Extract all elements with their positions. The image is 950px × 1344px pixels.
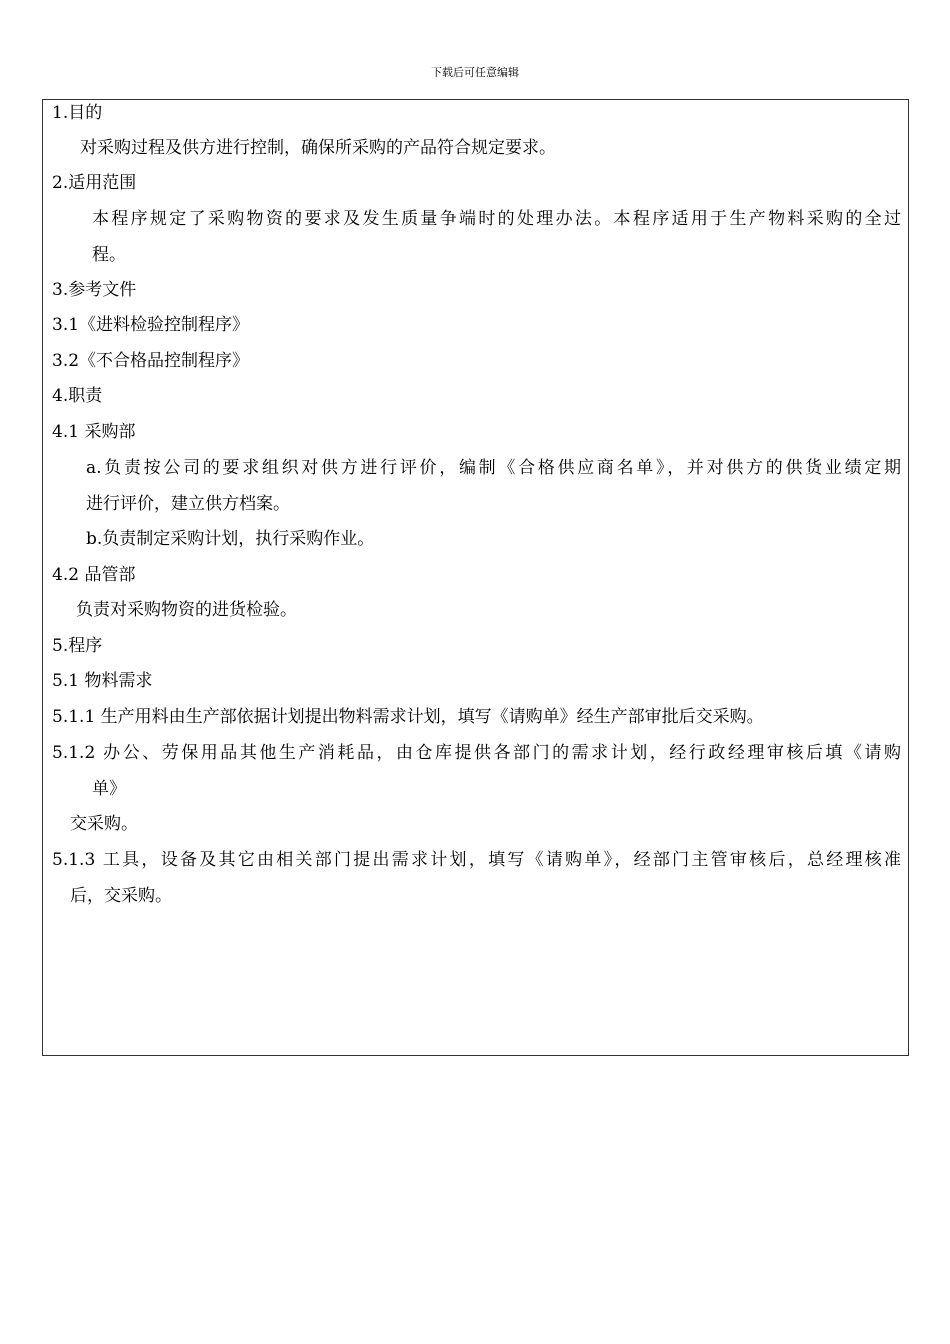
page-header: 下载后可任意编辑: [431, 66, 519, 79]
paragraph: 负责对采购物资的进货检验。: [76, 600, 297, 620]
paragraph: 本程序规定了采购物资的要求及发生质量争端时的处理办法。本程序适用于生产物料采购的全过: [92, 209, 901, 229]
list-item: b.负责制定采购计划，执行采购作业。: [86, 529, 375, 549]
procedure-item: 5.1.3 工具，设备及其它由相关部门提出需求计划，填写《请购单》，经部门主管审核后，总经理核准: [52, 850, 901, 870]
procedure-item: 后，交采购。: [70, 886, 172, 906]
document-frame: [42, 99, 909, 1056]
paragraph: 程。: [92, 245, 126, 265]
section-title: 5.程序: [52, 636, 103, 656]
section-title: 2.适用范围: [52, 173, 137, 193]
list-item: a.负责按公司的要求组织对供方进行评价，编制《合格供应商名单》，并对供方的供货业绩定期: [86, 458, 901, 478]
section-title: 3.参考文件: [52, 280, 137, 300]
subsection-title: 4.1 采购部: [52, 422, 136, 442]
subsection-title: 4.2 品管部: [52, 565, 136, 585]
reference-item: 3.1《进料检验控制程序》: [52, 315, 250, 335]
section-title: 4.职责: [52, 386, 103, 406]
list-item: 进行评价，建立供方档案。: [86, 494, 290, 514]
subsection-title: 5.1 物料需求: [52, 671, 153, 691]
procedure-item: 交采购。: [70, 814, 138, 834]
procedure-item: 5.1.2 办公、劳保用品其他生产消耗品，由仓库提供各部门的需求计划，经行政经理审核后填《请购: [52, 743, 901, 763]
reference-item: 3.2《不合格品控制程序》: [52, 351, 250, 371]
procedure-item: 5.1.1 生产用料由生产部依据计划提出物料需求计划，填写《请购单》经生产部审批后交采购。: [52, 707, 764, 727]
section-title: 1.目的: [52, 103, 103, 123]
procedure-item: 单》: [92, 779, 126, 799]
paragraph: 对采购过程及供方进行控制，确保所采购的产品符合规定要求。: [80, 138, 556, 158]
